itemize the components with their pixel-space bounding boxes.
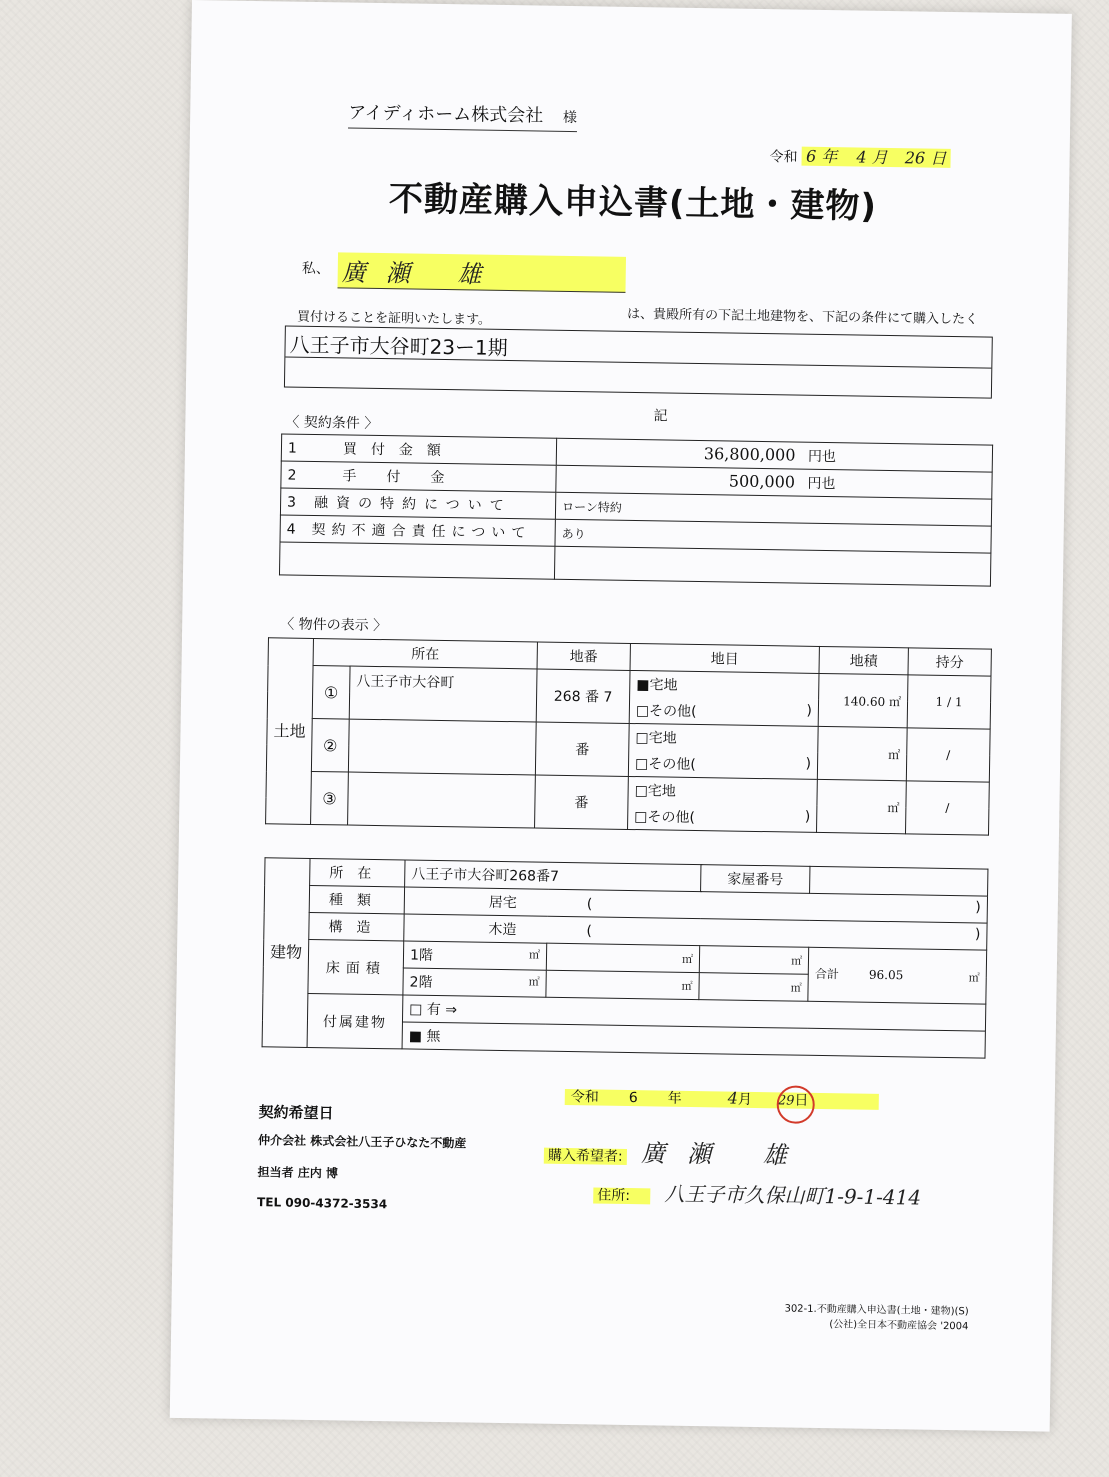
property-name: 八王子市大谷町23ー1期 xyxy=(289,332,508,361)
contract-row: 2 手付金 500,000 円也 xyxy=(281,461,992,499)
land-area: 140.60 xyxy=(843,693,886,709)
form-date: 令和 6 年 4 月 26 日 xyxy=(769,143,950,169)
liability-clause: あり xyxy=(561,526,586,541)
application-form-sheet xyxy=(170,0,1072,1432)
building-structure: 木造 xyxy=(488,921,517,939)
building-location: 八王子市大谷町268番7 xyxy=(405,860,701,892)
annex-no: ■ 無 xyxy=(402,1022,985,1058)
date-day: 26 xyxy=(904,148,926,168)
land-category-residential: ■宅地 xyxy=(630,670,819,699)
date-month: 4 xyxy=(856,147,867,167)
property-name-box xyxy=(284,325,993,398)
land-location: 八王子市大谷町 xyxy=(349,666,537,722)
form-footer xyxy=(783,1299,969,1332)
land-share: 1 / 1 xyxy=(907,675,991,729)
building-table: 建物 所在 八王子市大谷町268番7 家屋番号 種類 居宅 ( ) 構造 木造 ( ) 床面積 1階 ㎡ ㎡ ㎡ 合計 96.05 ㎡ 2階 ㎡ ㎡ ㎡ 付属建物 □ 有 ⇒ ■ 無 xyxy=(262,857,989,1058)
contract-section-title: 〈 契約条件 〉 xyxy=(285,414,379,432)
land-row: ② 番 □宅地 ㎡ / xyxy=(267,718,990,756)
broker-company: 仲介会社 株式会社八王子ひなた不動産 xyxy=(257,1133,467,1151)
annex-yes: □ 有 ⇒ xyxy=(402,995,985,1031)
land-row: ① 八王子市大谷町 268 番 7 ■宅地 140.60 ㎡ 1 / 1 xyxy=(268,665,991,703)
building-type: 居宅 xyxy=(488,894,517,912)
telephone: TEL 090-4372-3534 xyxy=(257,1195,388,1212)
honorific: 様 xyxy=(562,109,578,127)
intro-line2: 買付けることを証明いたします。 xyxy=(296,309,492,328)
document-title: 不動産購入申込書(土地・建物) xyxy=(388,179,878,227)
personal-seal-stamp xyxy=(776,1085,815,1124)
land-lot: 268 番 7 xyxy=(536,669,630,723)
total-floor-area: 96.05 xyxy=(868,967,904,982)
contract-date-label: 契約希望日 xyxy=(258,1103,334,1123)
property-table: 土地 所在 地番 地目 地積 持分 ① 八王子市大谷町 268 番 7 ■宅地 140.60 ㎡ 1 / 1 □その他( ) ② 番 □宅地 ㎡ / □その他( ) ③ 番 □宅地 ㎡ / □その他( ) xyxy=(265,637,992,835)
deposit: 500,000 xyxy=(728,471,796,492)
form-organization: (公社)全日本不動産協会 '2004 xyxy=(829,1319,969,1333)
intro-line1: は、貴殿所有の下記土地建物を、下記の条件にて購入したく xyxy=(626,306,979,328)
applicant-name: 廣瀬 雄 xyxy=(337,252,626,293)
staff-name: 担当者 庄内 博 xyxy=(257,1165,339,1181)
contract-row: 1 買付金額 36,800,000 円也 xyxy=(281,434,992,472)
purchase-price: 36,800,000 xyxy=(703,444,796,465)
buyer-name: 廣瀬 雄 xyxy=(640,1139,809,1170)
land-row: ③ 番 □宅地 ㎡ / xyxy=(266,771,989,809)
building-label: 建物 xyxy=(262,858,310,1048)
intro-prefix: 私、 xyxy=(301,260,330,278)
contract-date: 令和 6 年 4月 29日 xyxy=(565,1086,879,1111)
contract-table xyxy=(279,433,993,586)
address-line: 住所: 八王子市久保山町1-9-1-414 xyxy=(593,1176,921,1210)
date-year: 6 xyxy=(805,146,817,166)
loan-clause: ローン特約 xyxy=(561,499,622,515)
buyer-line: 購入希望者: 廣瀬 雄 xyxy=(544,1132,809,1171)
buyer-address: 八王子市久保山町1-9-1-414 xyxy=(664,1181,922,1210)
addressee-line xyxy=(348,98,577,132)
form-code: 302-1.不動産購入申込書(土地・建物)(S) xyxy=(784,1303,969,1318)
land-label: 土地 xyxy=(266,638,314,825)
property-section-title: 〈 物件の表示 〉 xyxy=(280,616,388,635)
contract-row: 4 契約不適合責任について あり xyxy=(280,515,991,553)
addressee: アイディホーム株式会社 xyxy=(348,102,544,127)
ki-mark: 記 xyxy=(653,408,668,425)
contract-row: 3 融資の特約について ローン特約 xyxy=(280,488,991,526)
